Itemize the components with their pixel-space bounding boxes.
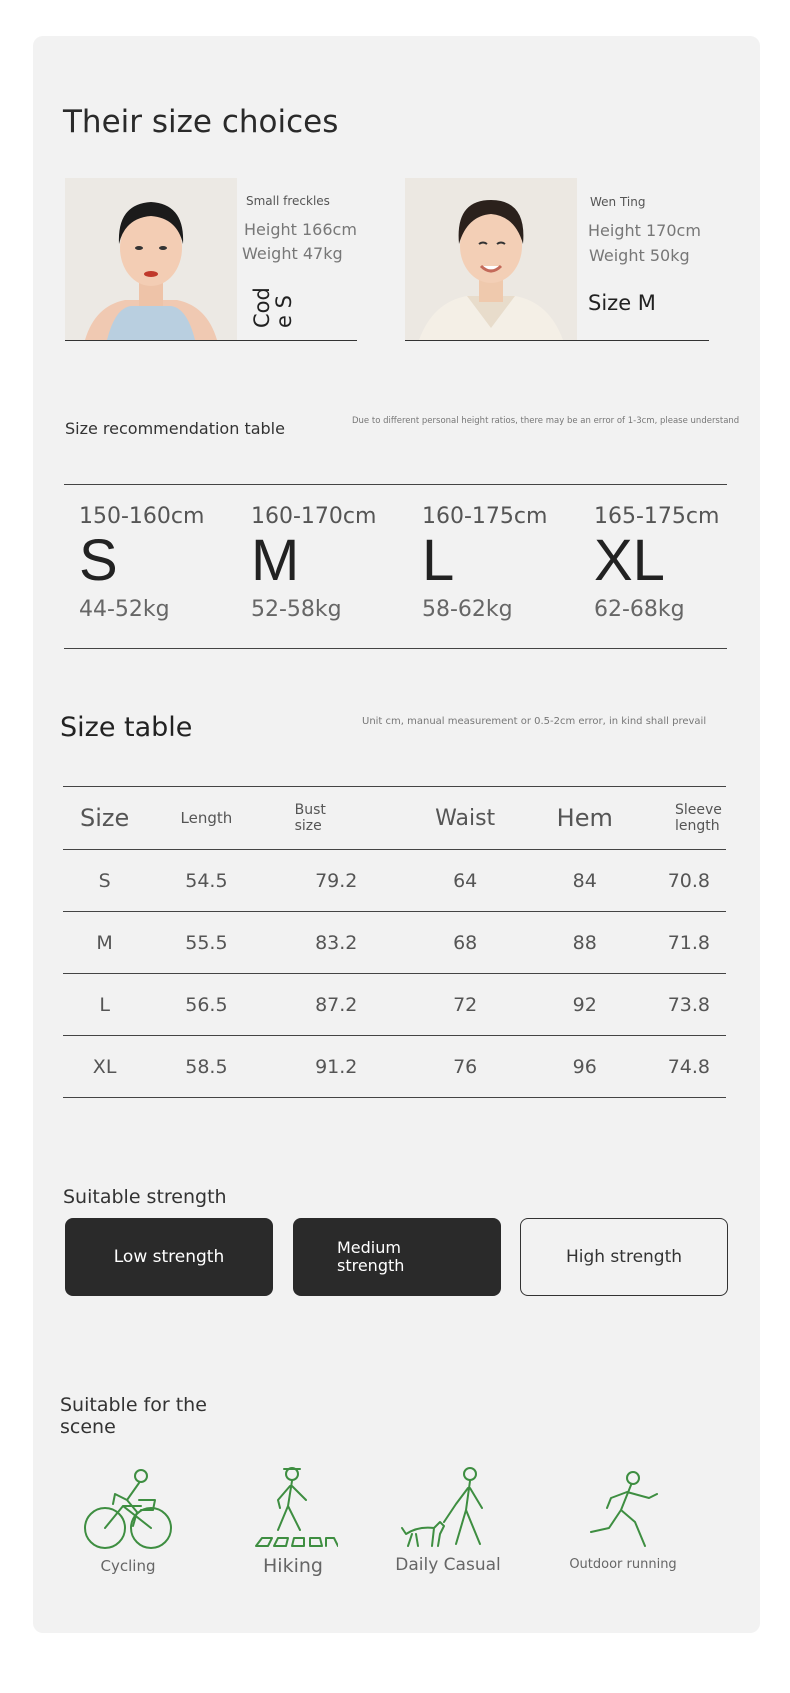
table-row [63, 1036, 726, 1098]
cell-size: S [63, 850, 146, 912]
recommendation-item-l [422, 504, 587, 622]
rec-height: 160-170cm [251, 504, 377, 529]
high-strength-button[interactable] [520, 1218, 728, 1296]
model-name: Wen Ting [590, 195, 646, 209]
cell-waist: 76 [406, 1036, 525, 1098]
cell-bust: 83.2 [267, 912, 406, 974]
scene-title: Suitable for the scene [60, 1394, 207, 1438]
cell-length: 54.5 [146, 850, 266, 912]
cell-bust: 91.2 [267, 1036, 406, 1098]
size-table [63, 786, 726, 1098]
rec-size: S [79, 528, 118, 593]
cell-size: M [63, 912, 146, 974]
cell-length: 55.5 [146, 912, 266, 974]
scene-outdoor-running [553, 1468, 693, 1572]
rec-weight: 62-68kg [594, 597, 685, 622]
recommendation-note: Due to different personal height ratios, there may be an error of 1-3cm, please understand [352, 416, 740, 426]
running-icon [583, 1468, 663, 1551]
cycling-icon [83, 1466, 173, 1551]
rec-size: M [251, 528, 300, 593]
scene-hiking [238, 1464, 348, 1577]
walking-dog-icon [398, 1464, 498, 1551]
cell-hem: 88 [524, 912, 645, 974]
high-strength-label: High strength [565, 1247, 683, 1267]
table-row [63, 912, 726, 974]
table-row [63, 974, 726, 1036]
cell-bust: 87.2 [267, 974, 406, 1036]
cell-waist: 64 [406, 850, 525, 912]
recommendation-top-rule [64, 484, 727, 485]
cell-length: 56.5 [146, 974, 266, 1036]
model-size-label: Cod e S [250, 287, 296, 328]
low-strength-button[interactable] [65, 1218, 273, 1296]
size-guide-card [33, 36, 760, 1633]
rec-height: 165-175cm [594, 504, 720, 529]
recommendation-item-m [251, 504, 416, 622]
cell-waist: 72 [406, 974, 525, 1036]
cell-hem: 96 [524, 1036, 645, 1098]
rec-height: 160-175cm [422, 504, 548, 529]
cell-waist: 68 [406, 912, 525, 974]
model-weight: Weight 47kg [242, 244, 343, 263]
scene-daily-casual [378, 1464, 518, 1575]
model-weight: Weight 50kg [589, 246, 690, 265]
cell-length: 58.5 [146, 1036, 266, 1098]
header-hem: Hem [524, 787, 645, 850]
model-height: Height 170cm [588, 221, 701, 240]
rec-weight: 52-58kg [251, 597, 342, 622]
rec-weight: 58-62kg [422, 597, 513, 622]
scene-cycling [78, 1466, 178, 1575]
cell-bust: 79.2 [267, 850, 406, 912]
rec-size: L [422, 528, 455, 593]
cell-size: XL [63, 1036, 146, 1098]
cell-size: L [63, 974, 146, 1036]
scene-label: Hiking [263, 1555, 323, 1577]
model-photo-2 [405, 178, 577, 340]
model-name: Small freckles [246, 194, 330, 208]
header-waist: Waist [406, 787, 525, 850]
recommendation-item-xl [594, 504, 759, 622]
header-sleeve: Sleeve length [645, 787, 726, 850]
rec-weight: 44-52kg [79, 597, 170, 622]
model-divider-2 [405, 340, 709, 341]
scene-label: Cycling [100, 1557, 156, 1575]
page-title: Their size choices [63, 104, 339, 140]
medium-strength-label: Medium strength [337, 1238, 405, 1275]
cell-sleeve: 71.8 [645, 912, 726, 974]
size-table-header [63, 787, 726, 850]
cell-sleeve: 73.8 [645, 974, 726, 1036]
header-bust: Bust size [267, 787, 406, 850]
table-row [63, 850, 726, 912]
recommendation-bottom-rule [64, 648, 727, 649]
hiking-icon [248, 1464, 338, 1551]
model-photo-1 [65, 178, 237, 340]
model-size-label: Size M [588, 291, 656, 315]
model-height: Height 166cm [244, 220, 357, 239]
recommendation-item-s [79, 504, 244, 622]
cell-hem: 84 [524, 850, 645, 912]
recommendation-title: Size recommendation table [65, 419, 285, 438]
cell-sleeve: 74.8 [645, 1036, 726, 1098]
rec-height: 150-160cm [79, 504, 205, 529]
medium-strength-button[interactable] [293, 1218, 501, 1296]
size-table-title: Size table [60, 712, 193, 743]
cell-sleeve: 70.8 [645, 850, 726, 912]
scene-label: Outdoor running [569, 1557, 677, 1572]
scene-label: Daily Casual [395, 1555, 501, 1575]
rec-size: XL [594, 528, 665, 593]
header-length: Length [146, 787, 266, 850]
model-divider-1 [65, 340, 357, 341]
size-table-note: Unit cm, manual measurement or 0.5-2cm error, in kind shall prevail [362, 716, 707, 727]
strength-title: Suitable strength [63, 1186, 227, 1208]
low-strength-label: Low strength [113, 1247, 225, 1267]
header-size: Size [63, 787, 146, 850]
cell-hem: 92 [524, 974, 645, 1036]
